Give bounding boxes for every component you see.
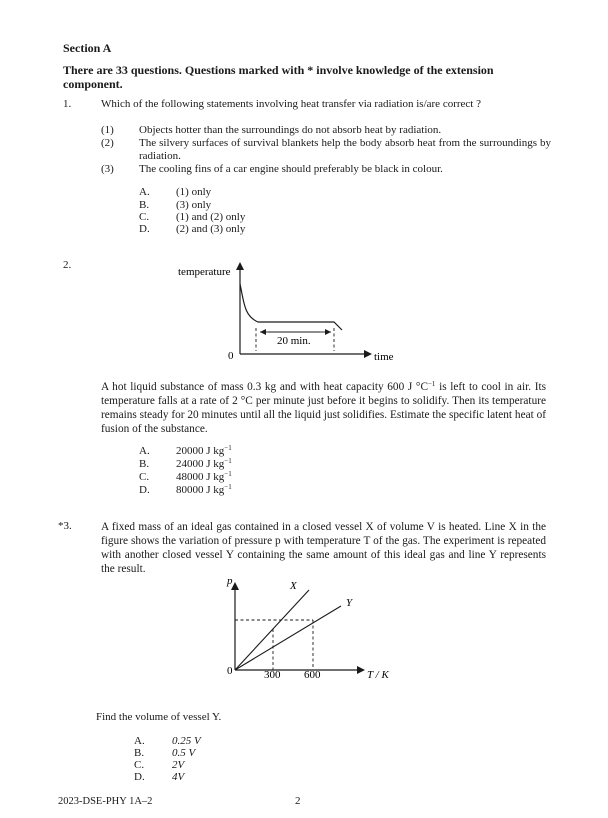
q1-option-d[interactable]: (2) and (3) only (176, 223, 246, 235)
q3-option-b[interactable]: 0.5 V (172, 747, 196, 759)
pressure-temperature-graph (215, 570, 415, 688)
line-x-label: X (290, 580, 297, 592)
q2-option-b-letter: B. (139, 458, 150, 470)
q2-option-c-letter: C. (139, 471, 150, 483)
graph2-x-label: time (374, 351, 394, 363)
q2-option-d-letter: D. (139, 484, 150, 496)
q2-option-d[interactable]: 80000 J $kg^{-1}$ (176, 483, 232, 496)
footer-page-number: 2 (295, 795, 301, 807)
q1-statement-3: The cooling fins of a car engine should preferably be black in colour. (139, 163, 443, 175)
q1-statement-1-number: (1) (101, 124, 114, 136)
q1-statement-2: The silvery surfaces of survival blankets help the body absorb heat from the surroundings by radiation. (139, 137, 551, 162)
q3-option-d[interactable]: 4V (172, 771, 185, 783)
q2-option-a[interactable]: 20000 J $kg^{-1}$ (176, 444, 232, 457)
question-3-number: *3. (58, 520, 72, 532)
q1-option-b-letter: B. (139, 199, 150, 211)
q1-statement-2-number: (2) (101, 137, 114, 149)
q3-option-c-letter: C. (134, 759, 145, 771)
q3-option-a[interactable]: 0.25 V (172, 735, 201, 747)
q1-option-d-letter: D. (139, 223, 150, 235)
q1-statement-3-number: (3) (101, 163, 114, 175)
q3-option-c[interactable]: 2V (172, 759, 185, 771)
line-y-label: Y (346, 597, 353, 609)
q1-option-b[interactable]: (3) only (176, 199, 212, 211)
graph2-y-label: temperature (178, 266, 231, 278)
q1-option-c-letter: C. (139, 211, 150, 223)
q2-option-c[interactable]: 48000 J $kg^{-1}$ (176, 470, 232, 483)
question-2-stem: A hot liquid substance of mass 0.3 kg and with heat capacity 600 J $^\circ C^{-1}$ is left to cool in air. Its temperature falls at a rate of 2 °C per minute just before it begins to solidify. Then its temperature remains steady for 20 minutes until all the liquid just solidifies. Estimate the specific latent heat of fusion of the substance. (101, 380, 546, 435)
line-x (235, 590, 309, 670)
q1-statement-1: Objects hotter than the surroundings do not absorb heat by radiation. (139, 124, 442, 136)
graph3-tick-600: 600 (304, 669, 321, 681)
section-heading: Section A (63, 41, 112, 55)
temperature-time-graph (170, 258, 410, 368)
graph3-tick-300: 300 (264, 669, 281, 681)
q2-option-a-letter: A. (139, 445, 150, 457)
q2-option-b[interactable]: 24000 J $kg^{-1}$ (176, 457, 232, 470)
interval-label: 20 min. (277, 335, 311, 347)
question-1-stem: Which of the following statements involving heat transfer via radiation is/are correct ? (101, 98, 481, 110)
section-instructions: There are 33 questions. Questions marked with * involve knowledge of the extension component. (63, 63, 494, 91)
q1-option-c[interactable]: (1) and (2) only (176, 211, 246, 223)
q1-option-a-letter: A. (139, 186, 150, 198)
q3-option-a-letter: A. (134, 735, 145, 747)
q3-option-d-letter: D. (134, 771, 145, 783)
graph3-origin: 0 (227, 665, 233, 677)
graph2-origin: 0 (228, 350, 234, 362)
question-3-stem: A fixed mass of an ideal gas contained in a closed vessel X of volume V is heated. Line X in the figure shows the variation of pressure p with temperature T of the gas. The experiment is repeated with another closed vessel Y containing the same amount of this ideal gas and line Y represents the result. (101, 521, 546, 575)
graph3-y-label: p (227, 575, 233, 587)
question-2-number: 2. (63, 259, 72, 271)
cooling-curve (240, 284, 342, 330)
graph3-x-label: T / K (367, 669, 389, 681)
q1-option-a[interactable]: (1) only (176, 186, 212, 198)
footer-exam-code: 2023-DSE-PHY 1A–2 (58, 796, 153, 807)
question-1-number: 1. (63, 98, 72, 110)
q3-option-b-letter: B. (134, 747, 145, 759)
question-3-question: Find the volume of vessel Y. (96, 711, 222, 723)
line-y (235, 606, 341, 670)
